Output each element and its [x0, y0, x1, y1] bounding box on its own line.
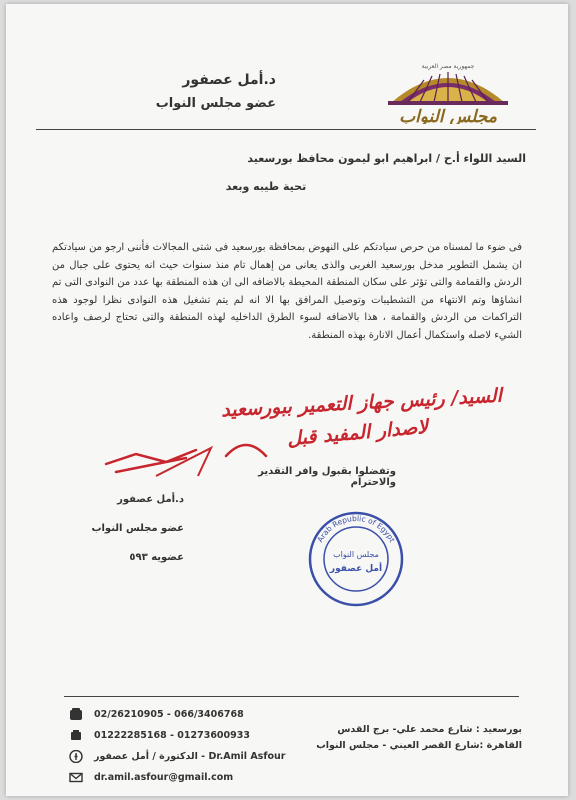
sender-block — [66, 72, 276, 111]
closing-line: وتفضلوا بقبول وافر التقدير والاحترام — [258, 466, 396, 488]
phone-numbers: 02/26210905 - 066/3406768 — [94, 709, 244, 720]
phone-icon — [68, 708, 84, 722]
svg-text:Arab Republic of Egypt — [315, 514, 396, 544]
contact-facebook — [68, 746, 288, 767]
contact-email — [68, 767, 288, 788]
email-address: dr.amil.asfour@gmail.com — [94, 772, 234, 783]
header-divider — [36, 129, 536, 130]
parliament-logo — [378, 14, 518, 124]
letter-page — [6, 4, 568, 796]
logo-text: مجلس النواب — [399, 107, 497, 124]
sender-name: د.أمل عصفور — [182, 72, 276, 88]
contact-list — [68, 704, 288, 788]
sender-title: عضو مجلس النواب — [155, 96, 276, 111]
logo-small-text: جمهورية مصر العربية — [421, 63, 475, 70]
facebook-handle: Dr.Amil Asfour - الدكتورة / أمل عصفور — [94, 751, 286, 762]
greeting: تحية طيبه وبعد — [225, 180, 307, 193]
addressee: السيد اللواء أ.ح / ابراهيم ابو ليمون محافظ بورسعيد — [247, 152, 526, 165]
handwritten-line-2: لاصدار المفيد قبل — [286, 415, 429, 451]
address-cairo: القاهرة :شارع القصر العيني - مجلس النواب — [316, 740, 522, 751]
contact-phone — [68, 704, 288, 725]
letter-body: فى ضوء ما لمسناه من حرص سيادتكم على النهوض بمحافظة بورسعيد فى شتى المجالات فأننى ارجو من سيادتكم ان يشمل التطوير مدخل بورسعيد الغربى والذى يعانى من إهمال تام منذ سنوات حيث انه يحتوى على جبال من الردش والقمامة والتى تؤثر على سكان المنطقة المحيطة بالاضافه الى ان هذه المنطقة بها عدد من النوادى التى تم انشاؤها وتم الانتهاء من التشطيبات وتوصيل المرافق بها الا انه لم يتم تشغيل هذه النوادى نظرا لوجود هذه التراكمات من الردش والقمامة ، هذا بالاضافه لسوء الطرق الداخليه لهذه المنطقة والتى تحتاج لرصف واعاده الشيء لاصله واستكمال أعمال الانارة بهذه المنطقة. — [52, 242, 522, 341]
email-icon — [68, 771, 84, 785]
address-portsaid: بورسعيد : شارع محمد علي- برج القدس — [337, 724, 522, 735]
signature-block — [64, 494, 184, 581]
mobile-icon — [68, 729, 84, 743]
stamp-inner-top: مجلس النواب — [333, 550, 379, 559]
facebook-icon — [68, 750, 84, 764]
office-addresses — [302, 722, 522, 754]
membership-number: عضويه ٥٩٣ — [129, 552, 184, 563]
stamp-outer-text: Arab Republic of Egypt — [315, 513, 397, 544]
footer-divider — [64, 696, 519, 697]
mobile-numbers: 01222285168 - 01273600933 — [94, 730, 250, 741]
handwritten-line-1: السيد/ رئيس جهاز التعمير ببورسعيد — [220, 384, 503, 422]
signature-title: عضو مجلس النواب — [91, 523, 184, 534]
official-stamp — [306, 509, 406, 609]
signature-name: د.أمل عصفور — [117, 494, 184, 505]
contact-mobile — [68, 725, 288, 746]
stamp-inner-name: أمل عصفور — [329, 564, 383, 574]
